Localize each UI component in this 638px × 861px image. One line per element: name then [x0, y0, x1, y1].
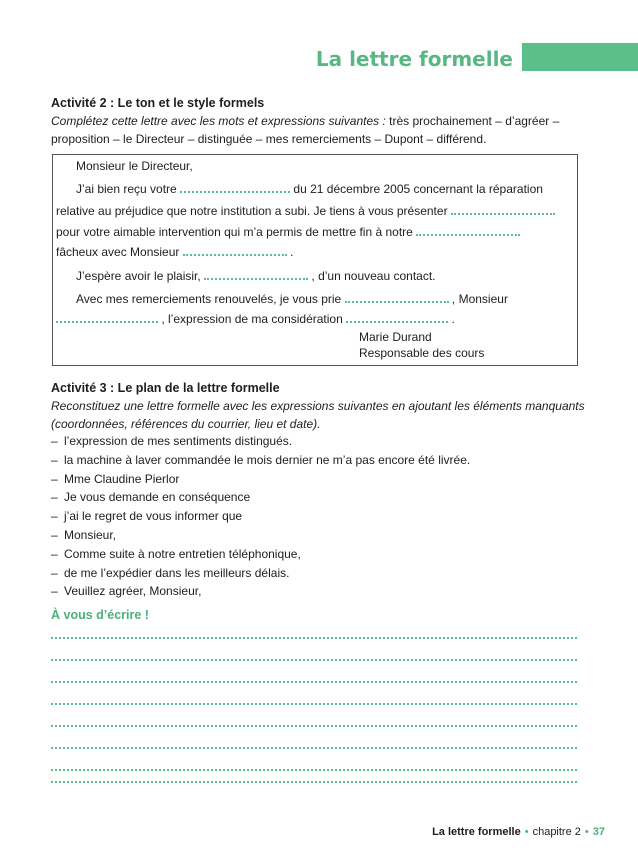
letter-text: Avec mes remerciements renouvelés, je vous prie: [76, 292, 342, 306]
letter-text: , Monsieur: [451, 292, 508, 306]
writing-line[interactable]: [51, 769, 577, 771]
activity2-instruction-italic: Complétez cette lettre avec les mots et expressions suivantes :: [51, 114, 386, 128]
list-item: – Je vous demande en conséquence: [51, 490, 251, 505]
bullet-icon: •: [524, 826, 529, 838]
letter-text: pour votre aimable intervention qui m’a permis de mettre fin à notre: [56, 225, 413, 239]
letter-line-4: [56, 244, 293, 261]
letter-line-1: [76, 181, 543, 198]
blank-field[interactable]: [451, 203, 555, 215]
blank-field[interactable]: [204, 268, 308, 280]
signature-role: Responsable des cours: [359, 346, 485, 360]
letter-line-2: [56, 203, 555, 220]
writing-line[interactable]: [51, 703, 577, 705]
list-item: – Monsieur,: [51, 527, 117, 542]
blank-field[interactable]: [346, 311, 448, 323]
activity2-word-list-2: proposition – le Directeur – distinguée – mes remerciements – Dupont – différend.: [51, 131, 487, 146]
activity3-instruction: [51, 398, 591, 433]
letter-text: , d’un nouveau contact.: [311, 269, 436, 283]
activity2-instruction: [51, 113, 591, 148]
list-item: – Comme suite à notre entretien téléphonique,: [51, 546, 301, 561]
page-footer: [432, 826, 605, 838]
activity3-instruction-line-2: (coordonnées, références du courrier, lieu et date).: [51, 416, 321, 431]
letter-text: relative au préjudice que notre institution a subi. Je tiens à vous présenter: [56, 204, 448, 218]
expression-list: [51, 432, 470, 601]
activity2-heading: Activité 2 : Le ton et le style formels: [51, 96, 265, 110]
list-item: – Veuillez agréer, Monsieur,: [51, 584, 202, 599]
blank-field[interactable]: [345, 291, 449, 303]
letter-text: J’ai bien reçu votre: [76, 182, 177, 196]
letter-text: , l’expression de ma considération: [161, 312, 343, 326]
list-item: – j’ai le regret de vous informer que: [51, 509, 243, 524]
list-item: – Mme Claudine Pierlor: [51, 471, 180, 486]
bullet-icon: •: [584, 826, 589, 838]
blank-field[interactable]: [183, 244, 287, 256]
page-title: La lettre formelle: [315, 47, 513, 71]
letter-salutation: Monsieur le Directeur,: [76, 159, 193, 173]
blank-field[interactable]: [180, 181, 290, 193]
writing-line[interactable]: [51, 725, 577, 727]
letter-line-6: [76, 291, 508, 308]
page-number: 37: [592, 826, 605, 838]
list-item: – l’expression de mes sentiments distingués.: [51, 434, 293, 448]
activity3-instruction-line-1: Reconstituez une lettre formelle avec les expressions suivantes en ajoutant les éléments manquants: [51, 399, 585, 413]
blank-field[interactable]: [416, 224, 520, 236]
list-item: – la machine à laver commandée le mois dernier ne m’a pas encore été livrée.: [51, 452, 471, 467]
footer-chapter: chapitre 2: [532, 826, 581, 838]
writing-line[interactable]: [51, 659, 577, 661]
writing-line[interactable]: [51, 781, 577, 783]
letter-text: J’espère avoir le plaisir,: [76, 269, 201, 283]
letter-text: fâcheux avec Monsieur: [56, 245, 180, 259]
activity2-word-list: très prochainement – d’agréer –: [385, 114, 560, 128]
write-heading: À vous d’écrire !: [51, 608, 149, 622]
letter-text: .: [290, 245, 294, 259]
letter-line-3: [56, 224, 520, 241]
writing-line[interactable]: [51, 637, 577, 639]
letter-text: du 21 décembre 2005 concernant la réparation: [293, 182, 543, 196]
letter-line-7: [56, 311, 455, 328]
writing-line[interactable]: [51, 681, 577, 683]
letter-text: .: [451, 312, 455, 326]
list-item: – de me l’expédier dans les meilleurs délais.: [51, 565, 290, 580]
blank-field[interactable]: [56, 311, 158, 323]
title-accent-bar: [522, 43, 638, 71]
signature-name: Marie Durand: [359, 330, 432, 344]
activity3-heading: Activité 3 : Le plan de la lettre formelle: [51, 381, 280, 395]
letter-line-5: [76, 268, 436, 285]
writing-line[interactable]: [51, 747, 577, 749]
footer-title: La lettre formelle: [432, 826, 521, 838]
